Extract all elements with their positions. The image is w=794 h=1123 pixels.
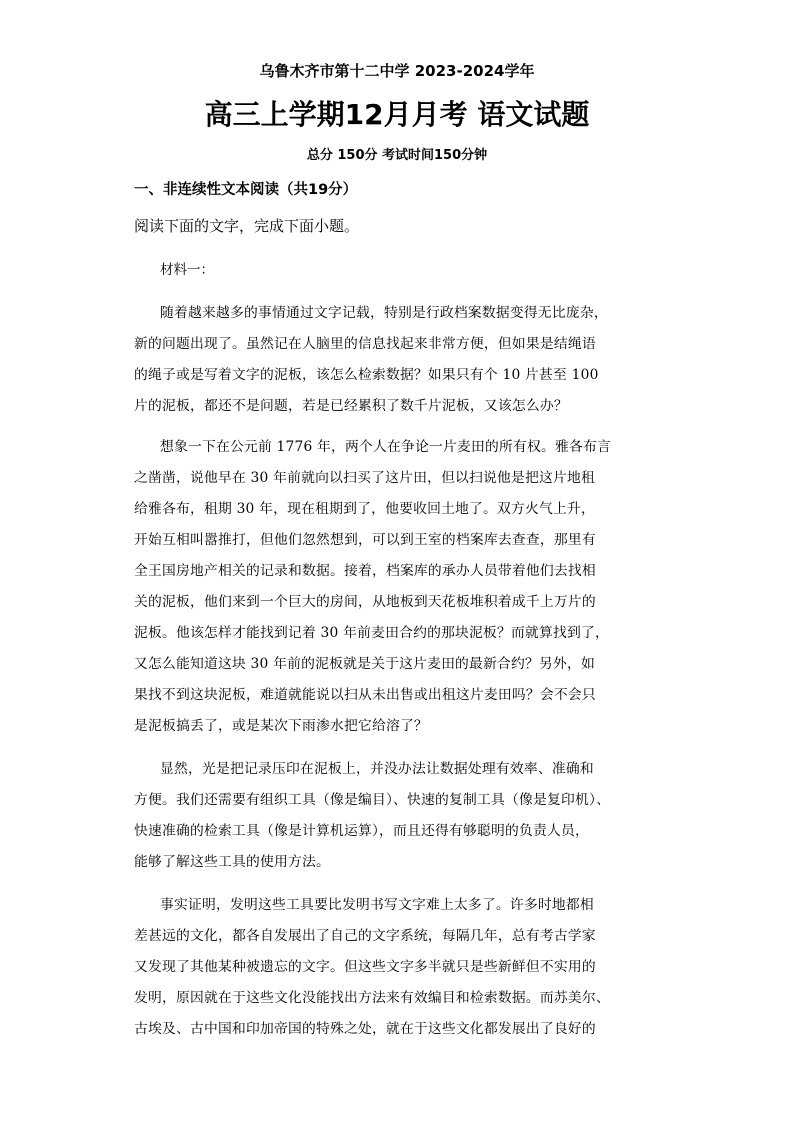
section-heading: 一、非连续性文本阅读（共19分） — [134, 182, 358, 198]
exam-score-time: 总分 150分 考试时间150分钟 — [306, 148, 488, 163]
body-text-line: 古埃及、古中国和印加帝国的特殊之处，就在于这些文化都发展出了良好的 — [134, 1021, 596, 1037]
body-text-line: 能够了解这些工具的使用方法。 — [134, 854, 330, 870]
body-text-line: 显然，光是把记录压印在泥板上，并没办法让数据处理有效率、准确和 — [160, 761, 594, 777]
material-label: 材料一： — [160, 262, 214, 278]
body-text-line: 又怎么能知道这块 30 年前的泥板就是关于这片麦田的最新合约？另外，如 — [134, 656, 596, 672]
body-text-line: 差甚远的文化，都各自发展出了自己的文字系统，每隔几年，总有考古学家 — [134, 928, 596, 944]
exam-title: 高三上学期12月月考 语文试题 — [204, 98, 590, 131]
body-text-line: 事实证明，发明这些工具要比发明书写文字难上太多了。许多时地都相 — [160, 897, 594, 913]
reading-instruction: 阅读下面的文字，完成下面小题。 — [134, 217, 360, 235]
body-text-line: 片的泥板，都还不是问题，若是已经累积了数千片泥板，又该怎么办？ — [134, 398, 568, 414]
body-text-line: 之凿凿，说他早在 30 年前就向以扫买了这片田，但以扫说他是把这片地租 — [134, 470, 596, 486]
school-year-header: 乌鲁木齐市第十二中学 2023-2024学年 — [259, 62, 535, 80]
body-text-line: 新的问题出现了。虽然记在人脑里的信息找起来非常方便，但如果是结绳语 — [134, 336, 596, 352]
body-text-line: 全王国房地产相关的记录和数据。接着，档案库的承办人员带着他们去找相 — [134, 563, 596, 579]
body-text-line: 给雅各布，租期 30 年，现在租期到了，他要收回土地了。双方火气上升， — [134, 501, 596, 517]
body-text-line: 果找不到这块泥板，难道就能说以扫从未出售或出租这片麦田吗？会不会只 — [134, 687, 596, 703]
body-text-line: 的绳子或是写着文字的泥板，该怎么检索数据？如果只有个 10 片甚至 100 — [134, 367, 599, 383]
body-text-line: 是泥板搞丢了，或是某次下雨渗水把它给溶了？ — [134, 718, 428, 734]
body-text-line: 随着越来越多的事情通过文字记载，特别是行政档案数据变得无比庞杂， — [160, 305, 608, 321]
body-text-line: 关的泥板，他们来到一个巨大的房间，从地板到天花板堆积着成千上万片的 — [134, 594, 596, 610]
body-text-line: 又发现了其他某种被遗忘的文字。但这些文字多半就只是些新鲜但不实用的 — [134, 959, 596, 975]
body-text-line: 快速准确的检索工具（像是计算机运算），而且还得有够聪明的负责人员， — [134, 823, 589, 839]
body-text-line: 开始互相叫嚣推打，但他们忽然想到，可以到王室的档案库去查查，那里有 — [134, 532, 596, 548]
body-text-line: 发明，原因就在于这些文化没能找出方法来有效编目和检索数据。而苏美尔、 — [134, 990, 610, 1006]
body-text-line: 想象一下在公元前 1776 年，两个人在争论一片麦田的所有权。雅各布言 — [160, 439, 611, 455]
body-text-line: 泥板。他该怎样才能找到记着 30 年前麦田合约的那块泥板？而就算找到了， — [134, 625, 610, 641]
body-text-line: 方便。我们还需要有组织工具（像是编目）、快速的复制工具（像是复印机）、 — [134, 792, 611, 808]
